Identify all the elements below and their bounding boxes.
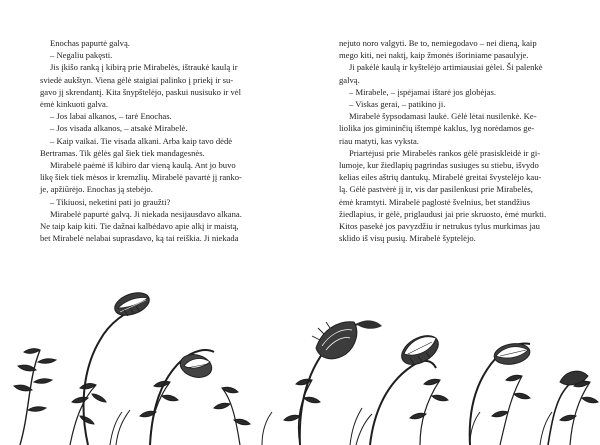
text-line: ėmė kinkuoti galva.: [40, 99, 109, 110]
text-line: gavo jį skrendantį. Kita šnypštelėjo, paskui nusisuko ir vėl: [40, 86, 241, 97]
text-line: – Kaip vaikai. Tie visada alkani. Arba kaip tavo dėdė: [50, 135, 233, 146]
text-line: likę šiek tiek mėsos ir kremzlių. Mirabelė pavartė jį ranko-: [40, 172, 242, 183]
text-line: Enochas papurtė galvą.: [50, 38, 130, 48]
text-line: Mirabelė papurtė galvą. Ji niekada nesijausdavo alkana.: [50, 208, 242, 219]
text-line: lą. Gėlė pastvėrė jį ir, vis dar pasilenkusi prie Mirabelės,: [339, 184, 533, 195]
text-line: liolika jos gimininčių ištempė kaklus, lyg norėdamos ge-: [339, 123, 535, 134]
text-line: Kitos pasekė jos pavyzdžiu ir netrukus tylus murkimas jau: [339, 221, 540, 232]
text-line: riau matyti, kas vyksta.: [339, 135, 419, 146]
text-line: – Jos visada alkanos, – atsakė Mirabelė.: [50, 123, 188, 134]
text-line: sviedė aukštyn. Viena gėlė staigiai palinko į priekį ir su-: [40, 74, 234, 85]
text-line: Mirabelė šypsodamasi laukė. Gėlė lėtai nusilenkė. Ke-: [349, 111, 537, 122]
text-line: bet Mirabelė nelabai suprasdavo, ką tai reiškia. Ji niekada: [40, 233, 239, 244]
text-line: Jis įkišo ranką į kibirą prie Mirabelės, ištraukė kaulą ir: [50, 62, 238, 73]
text-line: – Mirabele, – įspėjamai ištarė jos globėjas.: [349, 86, 497, 97]
flower-right: [470, 341, 588, 445]
text-line: nejuto noro valgyti. Be to, nemiegodavo – nei dieną, kaip: [339, 38, 537, 48]
text-line: je, apžiūrėjo. Enochas ją stebėjo.: [40, 184, 153, 195]
text-line: lumoje, kur žiedlapių pagrindas susiuges su stiebu, išvydo: [339, 160, 539, 171]
text-line: – Jos labai alkanos, – tarė Enochas.: [50, 111, 172, 122]
grass-blades: [110, 408, 552, 445]
text-line: Bertramas. Tik gėlės gal šiek tiek mandagesnės.: [40, 147, 205, 158]
flower-center-right: [370, 330, 443, 445]
flower-left-center: [150, 350, 214, 445]
text-line: sklido iš visų pusių. Mirabelė šyptelėjo.: [339, 233, 476, 244]
text-line: mego kiti, nei naktį, kaip žmonės išoriniame pasaulyje.: [339, 50, 529, 61]
text-line: žiedlapius, ir gėlė, priglaudusi jai prie skruosto, ėmė murkti.: [339, 208, 547, 219]
text-line: Ne taip kaip kiti. Tie dažnai kalbėdavo apie alkį ir maistą,: [40, 221, 239, 232]
text-line: Ji pakėlė kaulą ir kyštelėjo artimiausiai gėlei. Ši palenkė: [349, 62, 543, 73]
text-line: – Tikiuosi, neketini pati jo graužti?: [50, 196, 171, 207]
left-page-text: [40, 37, 288, 244]
text-line: ėmė kramtyti. Mirabelė paglostė švelnius, bet standžius: [339, 196, 530, 207]
text-line: kelias eiles aštrių dantukų. Mirabelė greitai švystelėjo kau-: [339, 172, 542, 183]
text-line: Priartėjusi prie Mirabelės rankos gėlė prasiskleidė ir gi-: [349, 147, 541, 158]
text-line: galvą.: [339, 74, 360, 85]
text-line: Mirabelė paėmė iš kibiro dar vieną kaulą. Ant jo buvo: [50, 160, 236, 171]
flower-center: [300, 320, 382, 445]
carnivorous-flowers-illustration: [0, 270, 600, 445]
text-line: – Viskas gerai, – patikino ji.: [349, 99, 446, 110]
text-line: – Negaliu pakęsti.: [50, 50, 113, 61]
flower-left: [84, 288, 153, 445]
right-page-text: [339, 37, 587, 244]
